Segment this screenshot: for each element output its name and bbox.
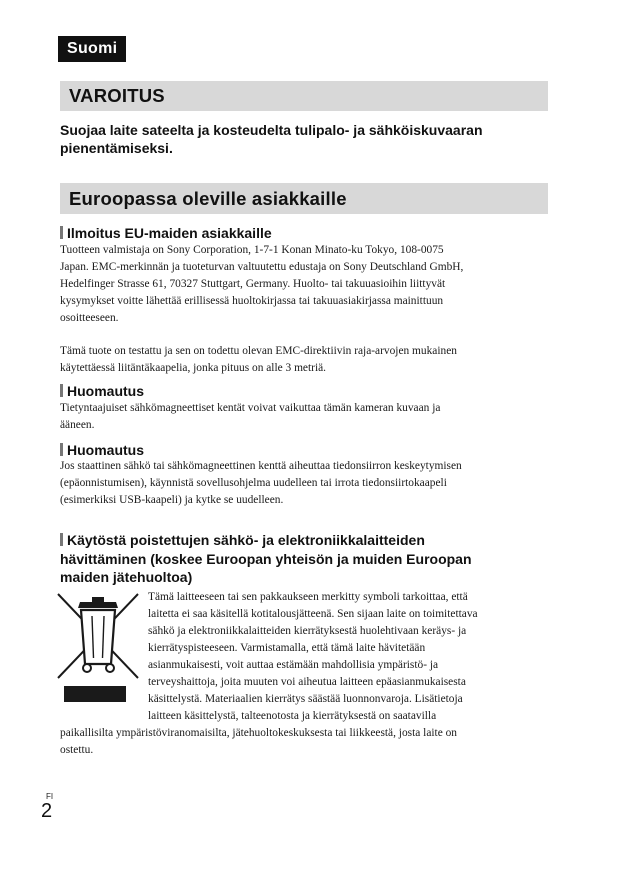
text-line: Tuotteen valmistaja on Sony Corporation, 1-7-1 Konan Minato-ku Tokyo, 108-0075 (60, 244, 444, 256)
note2-heading-label: Huomautus (67, 442, 144, 458)
note1-heading-label: Huomautus (67, 383, 144, 399)
heading-line-text: Käytöstä poistettujen sähkö- ja elektroniikkalaitteiden (67, 532, 425, 548)
text-line: kierrätyspisteeseen. Varmistamalla, että tämä laite hävitetään (148, 642, 426, 654)
note2-heading (60, 441, 144, 459)
text-line: (esimerkiksi USB-kaapeli) ja kytke se uudelleen. (60, 494, 284, 506)
text-line: Jos staattinen sähkö tai sähkömagneettinen kenttä aiheuttaa tiedonsiirron keskeytymisen (60, 460, 462, 472)
language-tab: Suomi (58, 36, 126, 62)
language-code: FI (46, 792, 54, 801)
text-line: Tämä laitteeseen tai sen pakkaukseen merkitty symboli tarkoittaa, että (148, 591, 468, 603)
heading-bar-icon (60, 384, 63, 397)
test-paragraph (60, 343, 548, 377)
disposal-tail-paragraph (60, 725, 548, 759)
crossed-out-wheelie-bin-icon (54, 590, 142, 682)
page-number: 2 (41, 800, 53, 822)
heading-bar-icon (60, 443, 63, 456)
notice-heading (60, 224, 272, 242)
heading-bar-icon (60, 226, 63, 239)
text-line: käsittelystä. Materiaalien kierrätys säästää luonnonvaroja. Lisätietoja (148, 693, 463, 705)
heading-bar-icon (60, 533, 63, 546)
text-line: laitetta ei saa käsitellä kotitalousjätteenä. Sen sijaan laite on toimitettava (148, 608, 478, 620)
heading-line: hävittäminen (koskee Euroopan yhteisön ja muiden Euroopan (60, 550, 472, 567)
text-line: (epäonnistumisen), käynnistä sovellusohjelma uudelleen tai irrota tiedonsiirtokaapeli (60, 477, 447, 489)
text-line: Hedelfinger Strasse 61, 70327 Stuttgart, Germany. Huolto- tai takuuasioihin liittyvät (60, 278, 446, 290)
heading-line (67, 531, 547, 550)
text-line: asianmukaisesti, voit auttaa estämään mahdollisia ympäristö- ja (148, 659, 439, 671)
note1-heading (60, 382, 144, 400)
warning-text: Suojaa laite sateelta ja kosteudelta tulipalo- ja sähköiskuvaaran pienentämiseksi. (60, 122, 483, 156)
warning-title: VAROITUS (60, 81, 548, 111)
notice-heading-label: Ilmoitus EU-maiden asiakkaille (67, 225, 272, 241)
text-line: ostettu. (60, 744, 94, 756)
weee-black-bar (64, 686, 126, 702)
disposal-wrap-paragraph (148, 589, 548, 725)
disposal-heading (60, 531, 547, 587)
text-line: ääneen. (60, 419, 95, 431)
text-line: osoitteeseen. (60, 312, 119, 324)
text-line: sähkö ja elektroniikkalaitteiden kierrätyksestä huolehtivaan keräys- ja (148, 625, 467, 637)
note1-paragraph (60, 400, 548, 434)
heading-line: maiden jätehuoltoa) (60, 569, 193, 585)
text-line: terveyshaittoja, joita muuten voi aiheutua laitteen epäasianmukaisesta (148, 676, 466, 688)
text-line: Japan. EMC-merkinnän ja tuoteturvan valtuutettu edustaja on Sony Deutschland GmbH, (60, 261, 464, 273)
text-line: paikallisilta ympäristöviranomaisilta, jätehuoltokeskuksesta tai liikkeestä, josta laite on (60, 727, 457, 739)
text-line: käytettäessä liitäntäkaapelia, jonka pituus on alle 3 metriä. (60, 362, 327, 374)
note2-paragraph (60, 458, 548, 509)
text-line: Tietyntaajuiset sähkömagneettiset kentät voivat vaikuttaa tämän kameran kuvaan ja (60, 402, 441, 414)
text-line: Tämä tuote on testattu ja sen on todettu olevan EMC-direktiivin raja-arvojen mukainen (60, 345, 457, 357)
text-line: laitteen käsittelystä, talteenotosta ja kierrätyksestä on saatavilla (148, 710, 437, 722)
text-line: kysymykset voitte lähettää erillisessä huoltokirjassa tai takuuasiakirjassa mainittuun (60, 295, 444, 307)
europe-title: Euroopassa oleville asiakkaille (60, 183, 548, 214)
notice-paragraph (60, 242, 548, 327)
